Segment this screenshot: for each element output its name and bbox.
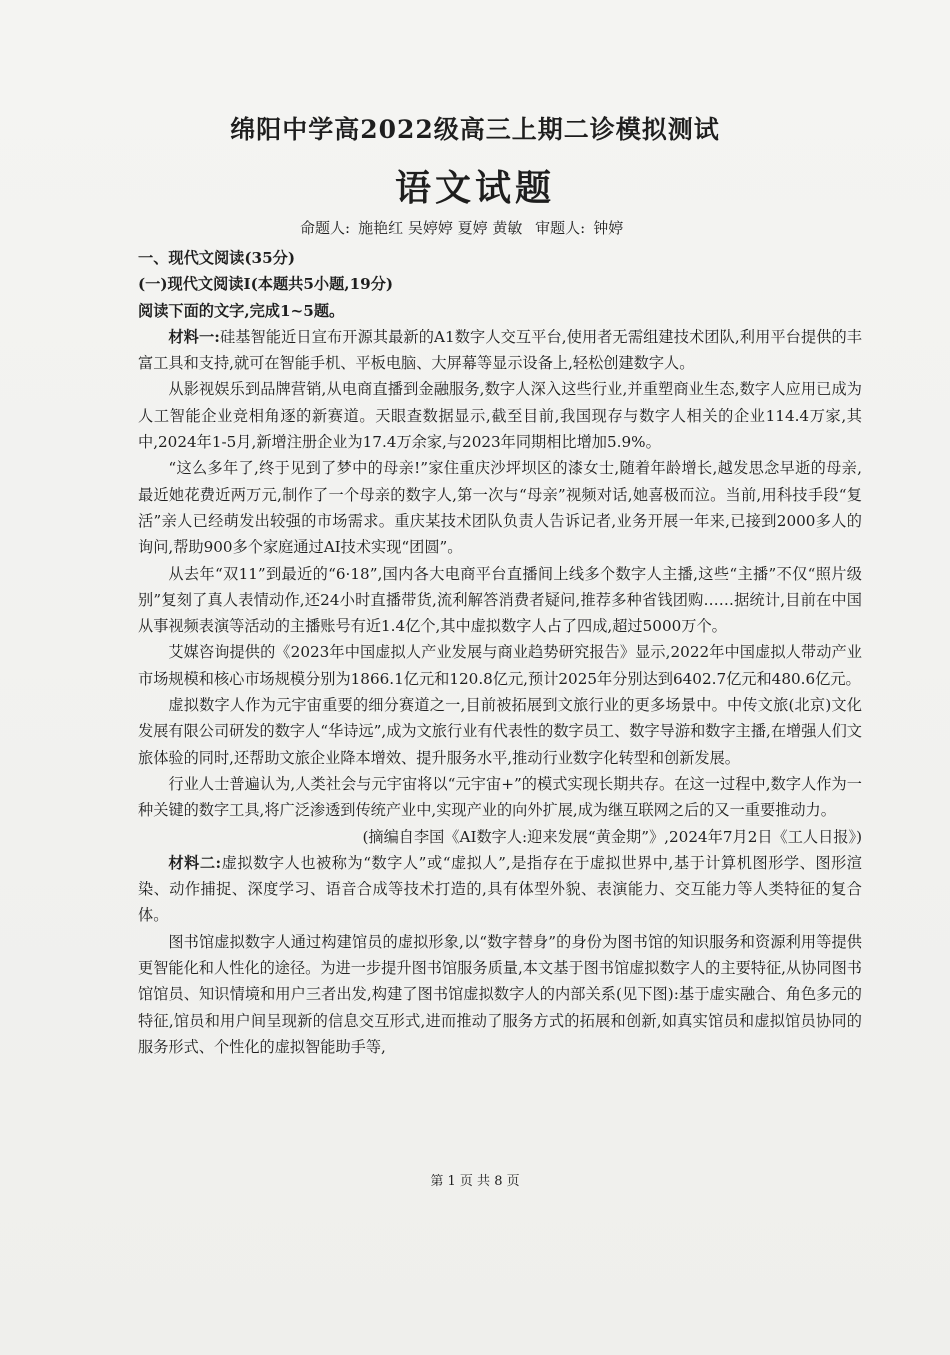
material1-paragraph-3: “这么多年了,终于见到了梦中的母亲!”家住重庆沙坪坝区的漆女士,随着年龄增长,越发思念早逝的母亲,最近她花费近两万元,制作了一个母亲的数字人,第一次与“母亲”视频对话,她喜极而泣。当前,用科技手段“复活”亲人已经萌发出较强的市场需求。重庆某技术团队负责人告诉记者,业务开展一年来,已接到2000多人的询问,帮助900多个家庭通过AI技术实现“团圆”。 (138, 459, 862, 557)
material1-paragraph-5: 艾媒咨询提供的《2023年中国虚拟人产业发展与商业趋势研究报告》显示,2022年中国虚拟人带动产业市场规模和核心市场规模分别为1866.1亿元和120.8亿元,预计2025年分别达到6402.7亿元和480.6亿元。 (138, 643, 862, 688)
page-number: 第 1 页 共 8 页 (430, 1174, 520, 1189)
reviewer-label: 审题人: (535, 219, 586, 237)
subsection-heading: (一)现代文阅读Ⅰ(本题共5小题,19分) (138, 275, 394, 294)
material1-paragraph-7: 行业人士普遍认为,人类社会与元宇宙将以“元宇宙+”的模式实现长期共存。在这一过程中,数字人作为一种关键的数字工具,将广泛渗透到传统产业中,实现产业的向外扩展,成为继互联网之后的又一重要推动力。 (138, 774, 862, 820)
material2-p1-text: 虚拟数字人也被称为“数字人”或“虚拟人”,是指存在于虚拟世界中,基于计算机图形学、图形渲染、动作捕捉、深度学习、语音合成等技术打造的,具有体型外貌、表演能力、交互能力等人类特征的复合体。 (138, 853, 862, 925)
setters-label: 命题人: (300, 219, 351, 237)
authors-line (300, 217, 631, 238)
material1-paragraph-4: 从去年“双11”到最近的“6·18”,国内各大电商平台直播间上线多个数字人主播,这些“主播”不仅“照片级别”复刻了真人表情动作,还24小时直播带货,流利解答消费者疑问,推荐多种省钱团购……据统计,目前在中国从事视频表演等活动的主播账号有近1.4亿个,其中虚拟数字人占了四成,超过5000万个。 (138, 564, 862, 636)
material1-paragraph-2: 从影视娱乐到品牌营销,从电商直播到金融服务,数字人深入这些行业,并重塑商业生态,数字人应用已成为人工智能企业竞相角逐的新赛道。天眼查数据显示,截至目前,我国现存与数字人相关的企业114.4万家,其中,2024年1-5月,新增注册企业为17.4万余家,与2023年同期相比增加5.9%。 (138, 380, 862, 452)
material1-paragraph-6: 虚拟数字人作为元宇宙重要的细分赛道之一,目前被拓展到文旅行业的更多场景中。中传文旅(北京)文化发展有限公司研发的数字人“华诗远”,成为文旅行业有代表性的数字员工、数字导游和数字主播,在增强人们文旅体验的同时,还帮助文旅企业降本增效、提升服务水平,推动行业数字化转型和创新发展。 (138, 696, 862, 767)
instruction: 阅读下面的文字,完成1~5题。 (138, 301, 345, 320)
exam-title: 绵阳中学高2022级高三上期二诊模拟测试 (230, 115, 720, 144)
material2-paragraph-1 (138, 850, 862, 929)
section-heading: 一、现代文阅读(35分) (138, 249, 296, 267)
material2-label: 材料二: (168, 853, 222, 872)
material1-paragraph-1 (138, 324, 862, 377)
material1-source: (摘编自李国《AI数字人:迎来发展“黄金期”》,2024年7月2日《工人日报》) (362, 827, 862, 846)
reviewer-name: 钟婷 (593, 219, 624, 237)
material2-paragraph-2: 图书馆虚拟数字人通过构建馆员的虚拟形象,以“数字替身”的身份为图书馆的知识服务和资源利用等提供更智能化和人性化的途径。为进一步提升图书馆服务质量,本文基于图书馆虚拟数字人的主要特征,从协同图书馆馆员、知识情境和用户三者出发,构建了图书馆虚拟数字人的内部关系(见下图):基于虚实融合、角色多元的特征,馆员和用户间呈现新的信息交互形式,进而推动了服务方式的拓展和创新,如真实馆员和虚拟馆员协同的服务形式、个性化的虚拟智能助手等, (138, 932, 862, 1056)
exam-subtitle: 语文试题 (394, 167, 555, 209)
material1-p1-text: 硅基智能近日宣布开源其最新的A1数字人交互平台,使用者无需组建技术团队,利用平台提供的丰富工具和支持,就可在智能手机、平板电脑、大屏幕等显示设备上,轻松创建数字人。 (138, 327, 862, 373)
setters-names: 施艳红 吴婷婷 夏婷 黄敏 (358, 219, 523, 237)
reading-body (138, 245, 862, 1060)
material1-label: 材料一: (168, 327, 220, 346)
